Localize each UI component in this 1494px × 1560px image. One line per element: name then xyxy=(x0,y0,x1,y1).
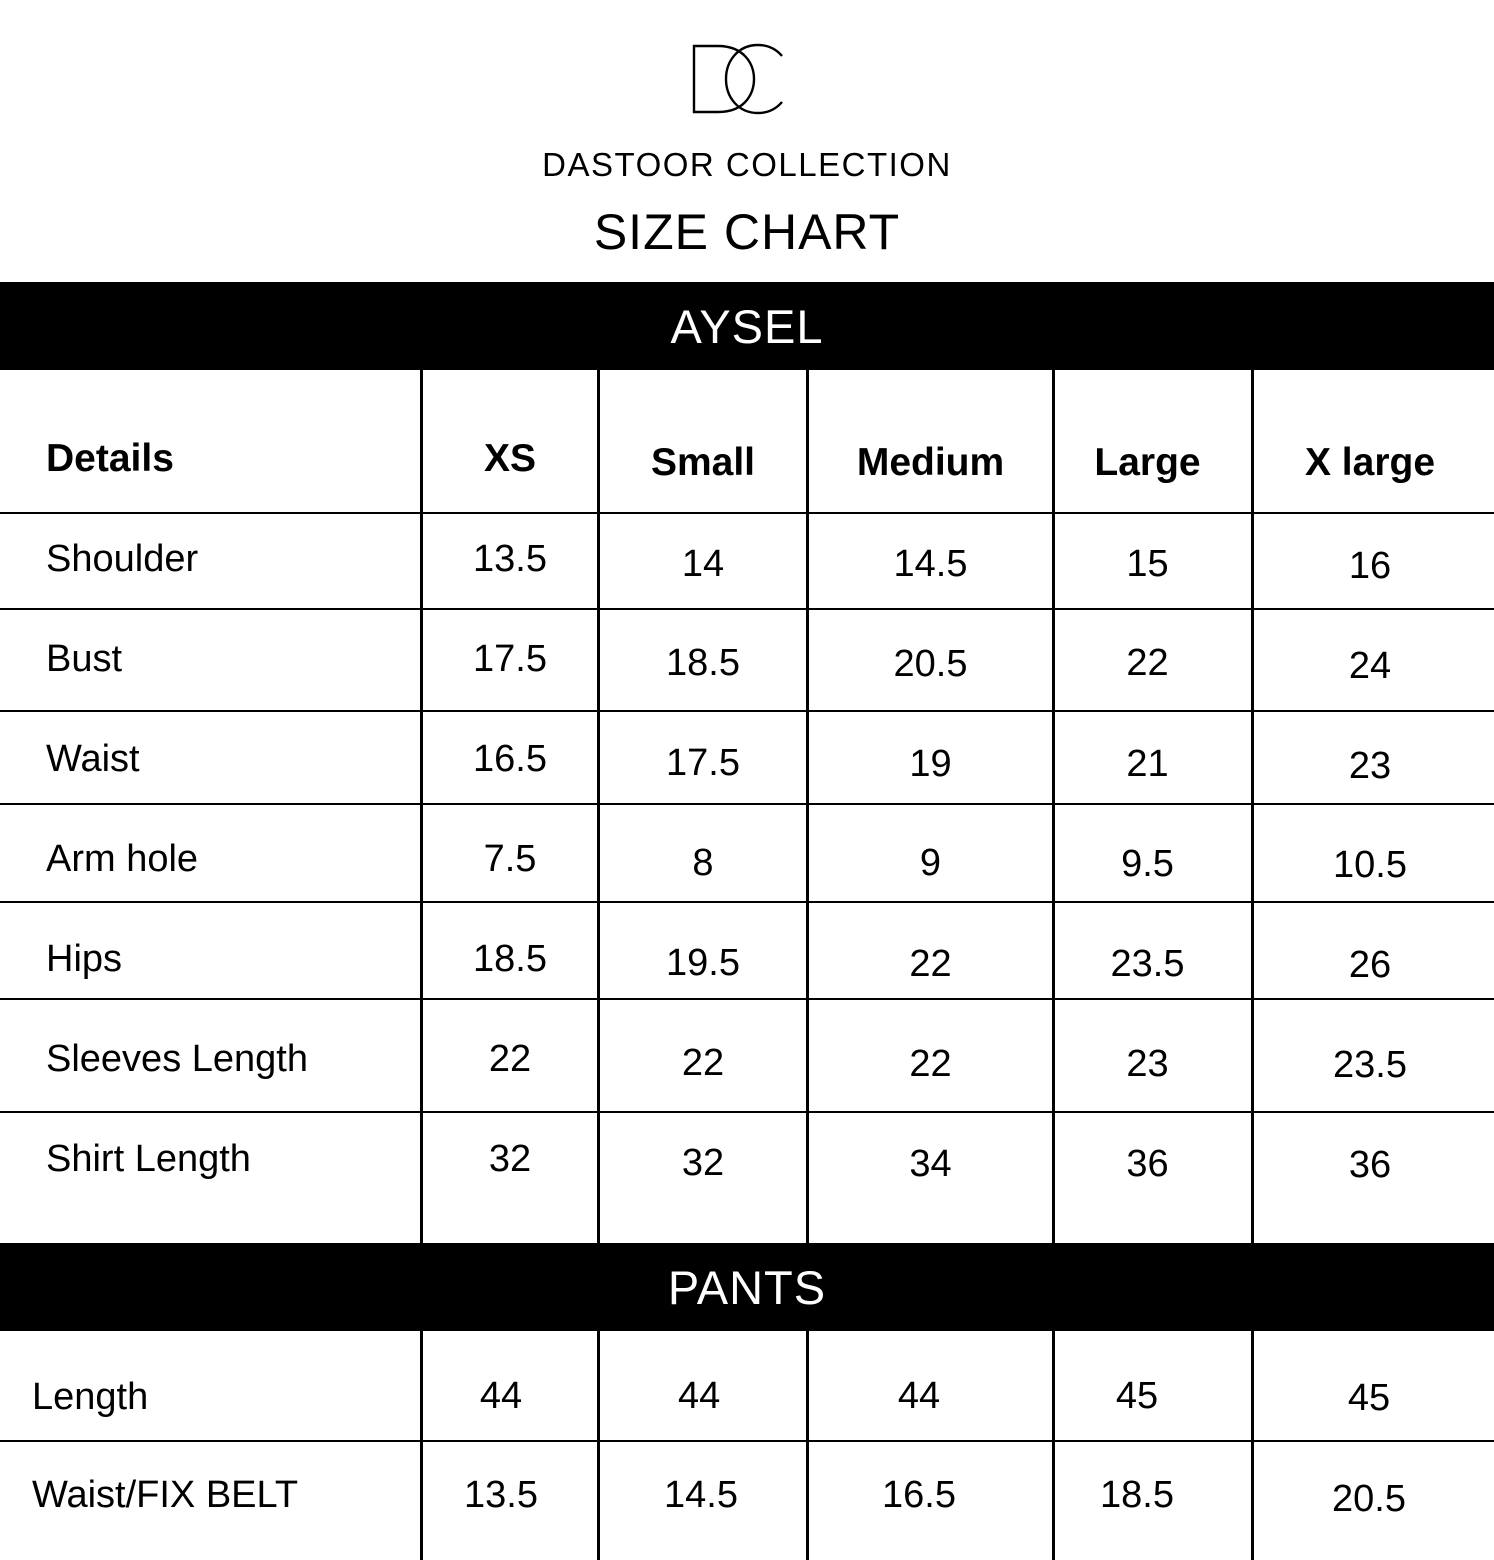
header-xs: XS xyxy=(483,437,537,480)
table-cell: 10.5 xyxy=(1333,843,1407,886)
page-title: SIZE CHART xyxy=(593,204,901,260)
table-cell: 15 xyxy=(1126,542,1169,585)
table-cell: 22 xyxy=(909,942,952,985)
table-cell: 36 xyxy=(1348,1143,1392,1186)
table-cell: 36 xyxy=(1126,1142,1169,1185)
row-divider xyxy=(0,1111,1494,1113)
row-label-shirt-length: Shirt Length xyxy=(46,1137,251,1180)
table-cell: 16.5 xyxy=(473,737,547,780)
row-label-shoulder: Shoulder xyxy=(46,537,199,580)
table-cell: 16.5 xyxy=(882,1473,956,1516)
table-cell: 34 xyxy=(909,1142,952,1185)
table-cell: 7.5 xyxy=(483,837,537,880)
section-title: PANTS xyxy=(667,1260,827,1314)
row-label-waist-fix-belt: Waist/FIX BELT xyxy=(32,1473,299,1516)
table-cell: 45 xyxy=(1115,1374,1159,1417)
table-cell: 23 xyxy=(1126,1042,1169,1085)
row-divider xyxy=(0,1440,1494,1442)
table-cell: 19 xyxy=(909,742,952,785)
table-cell: 16 xyxy=(1348,544,1392,587)
table-cell: 32 xyxy=(488,1137,532,1180)
table-cell: 22 xyxy=(681,1041,725,1084)
header-small: Small xyxy=(650,441,756,484)
table-cell: 18.5 xyxy=(1100,1473,1174,1516)
row-divider xyxy=(0,710,1494,712)
table-cell: 9.5 xyxy=(1121,842,1174,885)
table-cell: 44 xyxy=(479,1374,523,1417)
header-large: Large xyxy=(1094,441,1201,484)
row-label-length: Length xyxy=(32,1375,149,1418)
row-label-hips: Hips xyxy=(46,937,123,980)
table-cell: 20.5 xyxy=(1332,1477,1406,1520)
header-details: Details xyxy=(46,437,174,480)
table-cell: 14 xyxy=(681,542,725,585)
table-cell: 22 xyxy=(488,1037,532,1080)
brand-name: DASTOOR COLLECTION xyxy=(542,146,952,183)
table-cell: 14.5 xyxy=(893,542,968,585)
table-cell: 23 xyxy=(1348,744,1392,787)
table-cell: 23.5 xyxy=(1333,1043,1407,1086)
table-cell: 26 xyxy=(1348,943,1392,986)
table-cell: 23.5 xyxy=(1110,942,1185,985)
section-title: AYSEL xyxy=(670,299,824,353)
table-cell: 21 xyxy=(1126,742,1169,785)
table-cell: 24 xyxy=(1348,644,1392,687)
row-label-waist: Waist xyxy=(46,737,140,780)
dc-logo xyxy=(690,42,786,116)
table-cell: 8 xyxy=(692,841,714,884)
table-cell: 32 xyxy=(681,1141,725,1184)
table-cell: 17.5 xyxy=(666,741,740,784)
table-cell: 9 xyxy=(919,841,942,884)
row-label-arm-hole: Arm hole xyxy=(46,837,199,880)
table-cell: 14.5 xyxy=(664,1473,738,1516)
table-cell: 19.5 xyxy=(666,941,740,984)
table-cell: 44 xyxy=(678,1374,721,1417)
row-divider xyxy=(0,608,1494,610)
table-cell: 18.5 xyxy=(666,641,740,684)
section-header-aysel xyxy=(0,282,1494,370)
row-label-sleeves-length: Sleeves Length xyxy=(46,1037,308,1080)
table-cell: 44 xyxy=(897,1374,941,1417)
table-cell: 18.5 xyxy=(473,937,547,980)
row-label-bust: Bust xyxy=(46,637,123,680)
table-cell: 17.5 xyxy=(473,637,547,680)
section-header-pants xyxy=(0,1243,1494,1331)
table-cell: 13.5 xyxy=(473,537,547,580)
header-x-large: X large xyxy=(1304,441,1436,484)
table-cell: 20.5 xyxy=(893,642,968,685)
table-cell: 22 xyxy=(909,1042,952,1085)
table-cell: 22 xyxy=(1126,641,1169,684)
row-divider xyxy=(0,512,1494,514)
header-medium: Medium xyxy=(856,441,1005,484)
table-cell: 13.5 xyxy=(464,1473,538,1516)
table-cell: 45 xyxy=(1347,1376,1391,1419)
